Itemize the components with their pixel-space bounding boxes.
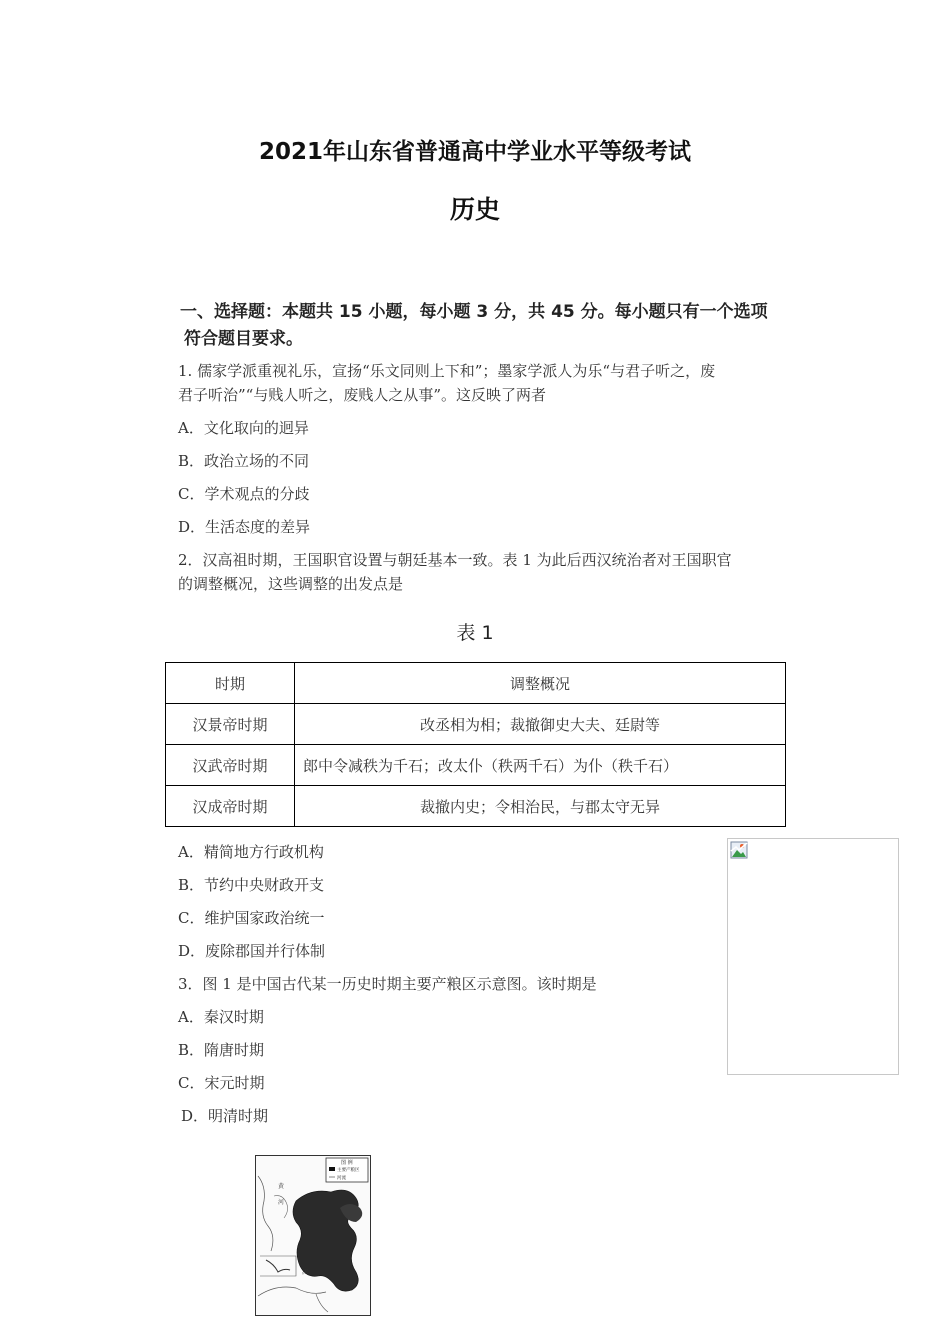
map-legend-river-label: 河流 (337, 1176, 346, 1181)
question-3-option-d: D．明清时期 (181, 1107, 269, 1125)
map-label: 黄 (278, 1183, 285, 1190)
document-title: 2021年山东省普通高中学业水平等级考试 (258, 139, 691, 165)
adjustment-table (165, 662, 786, 827)
broken-image-placeholder (727, 838, 899, 1075)
question-3-option-a: A．秦汉时期 (178, 1008, 264, 1026)
table-caption: 表 1 (456, 622, 494, 644)
map-border-line (258, 1176, 273, 1251)
map-inset-river (266, 1260, 290, 1272)
map-label: 河 (278, 1199, 285, 1206)
question-1-stem (178, 359, 818, 407)
map-legend-title: 图 例 (341, 1160, 353, 1166)
grain-region-map (255, 1155, 371, 1316)
table-cell: 裁撤内史；令相治民，与郡太守无异 (295, 786, 786, 827)
table-cell: 郎中令减秩为千石；改太仆（秩两千石）为仆（秩千石） (295, 745, 786, 786)
table-row (166, 745, 786, 786)
question-3-option-c: C．宋元时期 (178, 1074, 265, 1092)
map-label: 江 (302, 1269, 309, 1276)
question-3-option-b: B．隋唐时期 (178, 1041, 265, 1059)
question-2-stem (178, 548, 818, 596)
question-1-option-a: A．文化取向的迥异 (178, 419, 309, 437)
table-header-cell: 时期 (166, 663, 295, 704)
question-2-option-a: A．精简地方行政机构 (178, 843, 324, 861)
question-1-option-b: B．政治立场的不同 (178, 452, 310, 470)
table-row (166, 704, 786, 745)
question-2-option-b: B．节约中央财政开支 (178, 876, 325, 894)
stem-line: 2．汉高祖时期，王国职官设置与朝廷基本一致。表 1 为此后西汉统治者对王国职官 (178, 551, 732, 569)
question-1-option-d: D．生活态度的差异 (178, 518, 311, 536)
map-legend-grain-swatch (329, 1167, 335, 1171)
table-header-row (166, 663, 786, 704)
section-heading-line: 一、选择题：本题共 15 小题，每小题 3 分，共 45 分。每小题只有一个选项 (180, 302, 768, 322)
question-1-option-c: C．学术观点的分歧 (178, 485, 310, 503)
table-header-cell: 调整概况 (295, 663, 786, 704)
section-heading (180, 299, 820, 353)
question-2-option-c: C．维护国家政治统一 (178, 909, 325, 927)
stem-line: 的调整概况，这些调整的出发点是 (178, 575, 404, 593)
question-2-option-d: D．废除郡国并行体制 (178, 942, 326, 960)
question-3-stem: 3．图 1 是中国古代某一历史时期主要产粮区示意图。该时期是 (178, 975, 597, 993)
stem-line: 君子听治”“与贱人听之，废贱人之从事”。这反映了两者 (178, 386, 547, 404)
map-drawing (256, 1156, 370, 1315)
document-subject: 历史 (449, 195, 500, 224)
map-river-line (316, 1294, 328, 1312)
table-cell: 改丞相为相；裁撤御史大夫、廷尉等 (295, 704, 786, 745)
map-border-line (258, 1287, 326, 1296)
map-legend-grain-label: 主要产粮区 (337, 1168, 360, 1173)
table-cell: 汉景帝时期 (166, 704, 295, 745)
table-cell: 汉武帝时期 (166, 745, 295, 786)
stem-line: 1. 儒家学派重视礼乐，宣扬“乐文同则上下和”；墨家学派人为乐“与君子听之，废 (178, 362, 716, 380)
section-heading-line: 符合题目要求。 (184, 329, 303, 349)
table-row (166, 786, 786, 827)
map-inset-frame (260, 1256, 296, 1276)
broken-image-icon (730, 841, 748, 859)
table-cell: 汉成帝时期 (166, 786, 295, 827)
